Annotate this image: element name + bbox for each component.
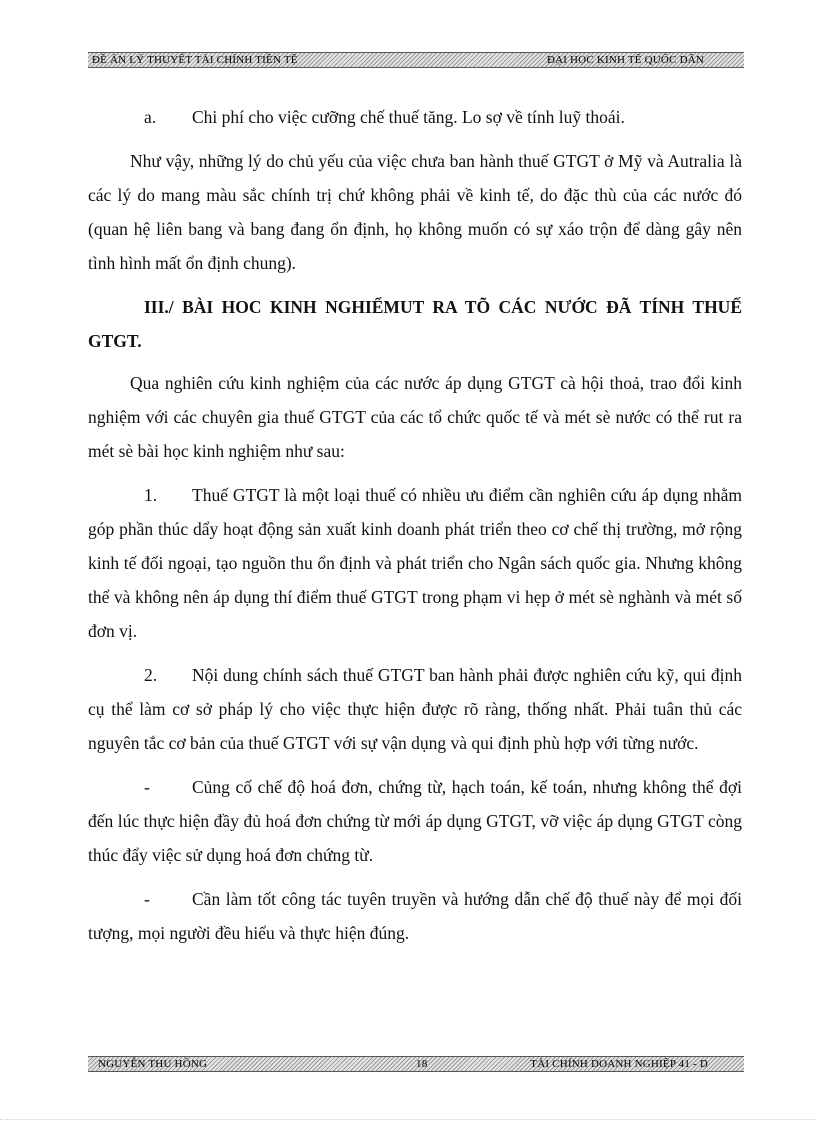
dash-item-text: Cần làm tốt công tác tuyên truyền và hướng dẫn chế độ thuế này để mọi đối tượng, mọi người đều hiểu và thực hiện đúng.	[88, 889, 742, 943]
list-item-text: Chi phí cho việc cưỡng chế thuế tăng. Lo sợ về tính luỹ thoái.	[192, 107, 625, 127]
header-university-name: ĐẠI HỌC KINH TẾ QUỐC DÂN	[546, 54, 704, 66]
page-header	[88, 52, 744, 68]
page-footer	[88, 1056, 744, 1072]
list-marker: 2.	[144, 665, 158, 685]
list-item-text: Thuế GTGT là một loại thuế có nhiều ưu điểm cần nghiên cứu áp dụng nhằm góp phần thúc dẩy hoạt động sản xuất kinh doanh phát triển theo cơ chế thị trường, mở rộng kinh tế đối ngoại, tạo nguồn thu ổn định và phát triển cho Ngân sách quốc gia. Nhưng không thể và không nên áp dụng thí điểm thuế GTGT trong phạm vi hẹp ở mét sè nghành và mét số đơn vị.	[88, 485, 742, 641]
list-item-a	[88, 100, 742, 134]
body-paragraph: Như vậy, những lý do chủ yếu của việc chưa ban hành thuế GTGT ở Mỹ và Autralia là các lý do mang màu sắc chính trị chứ không phải về kinh tế, do đặc thù của các nước đó (quan hệ liên bang và bang đang ổn định, họ không muốn có sự xáo trộn để dàng gây nên tình hình mất ổn định chung).	[88, 151, 742, 273]
dash-item-text: Củng cố chế độ hoá đơn, chứng từ, hạch toán, kế toán, nhưng không thể đợi đến lúc thực hiện đầy đủ hoá đơn chứng từ mới áp dụng GTGT, vỡ việc áp dụng GTGT còng thúc đẩy việc sử dụng hoá đơn chứng từ.	[88, 777, 742, 865]
footer-author: NGUYỄN THU HỒNG	[98, 1058, 208, 1070]
header-document-title: ĐỀ ÁN LÝ THUYẾT TÀI CHÍNH TIỀN TỆ	[92, 54, 298, 66]
list-item-1	[88, 478, 742, 648]
page-body	[88, 100, 742, 960]
list-marker: a.	[144, 107, 157, 127]
dash-item-2	[88, 882, 742, 950]
page-bottom-divider	[0, 1119, 816, 1120]
dash-marker: -	[144, 889, 150, 909]
body-paragraph: Qua nghiên cứu kinh nghiệm của các nước áp dụng GTGT cà hội thoả, trao đổi kinh nghiệm với các chuyên gia thuế GTGT của các tổ chức quốc tế và mét sè nước có thể rut ra mét sè bài học kinh nghiệm như sau:	[88, 373, 742, 461]
list-marker: 1.	[144, 485, 158, 505]
dash-item-1	[88, 770, 742, 872]
footer-page-number: 18	[416, 1058, 428, 1070]
dash-marker: -	[144, 777, 150, 797]
footer-class: TÀI CHÍNH DOANH NGHIỆP 41 - D	[530, 1058, 708, 1070]
list-item-2	[88, 658, 742, 760]
section-heading: III./ BÀI HOC KINH NGHIỂMUT RA TÕ CÁC NƯỚC ĐÃ TÍNH THUẾ GTGT.	[88, 297, 742, 351]
list-item-text: Nội dung chính sách thuế GTGT ban hành phải được nghiên cứu kỹ, qui định cụ thể làm cơ sở pháp lý cho việc thực hiện được rõ ràng, thống nhất. Phải tuân thủ các nguyên tắc cơ bản của thuế GTGT với sự vận dụng và qui định phù hợp với từng nước.	[88, 665, 742, 753]
